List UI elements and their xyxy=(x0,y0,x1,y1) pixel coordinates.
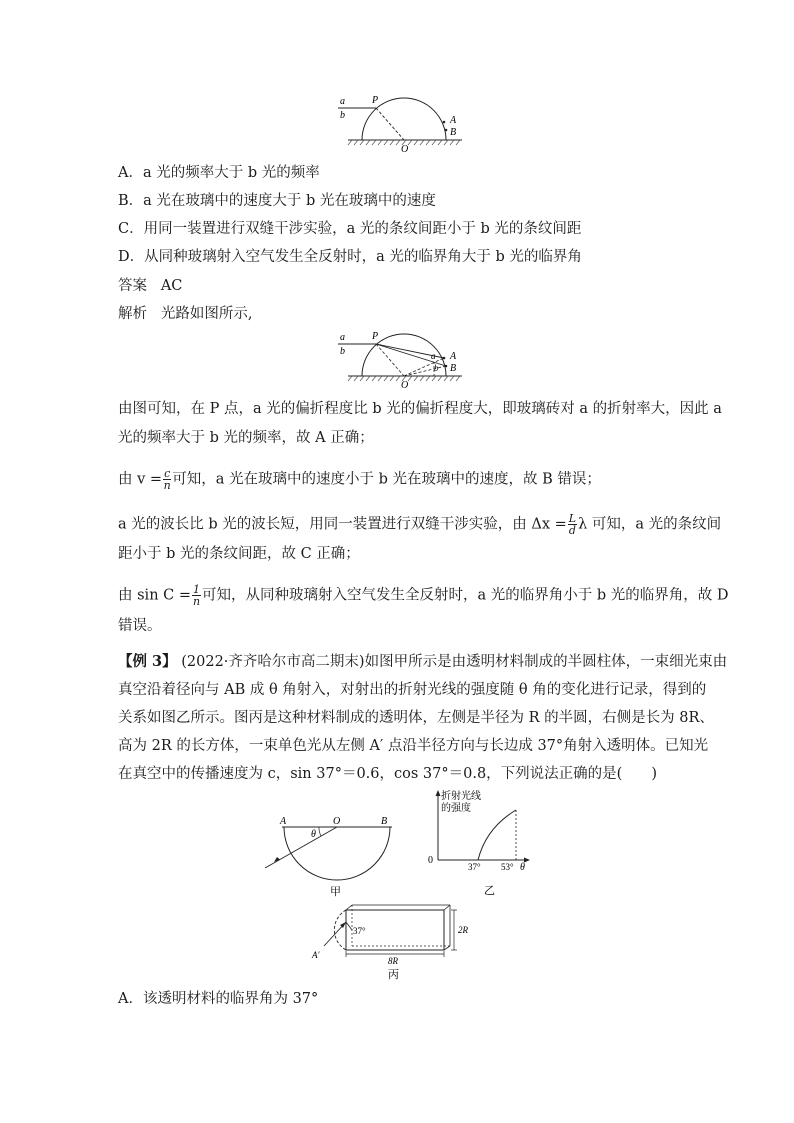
figure-jia xyxy=(260,812,410,900)
answer-value: AC xyxy=(160,278,183,294)
option-C: C．用同一装置进行双缝干涉实验，a 光的条纹间距小于 b 光的条纹间距 xyxy=(118,221,582,237)
option-A-example3: A．该透明材料的临界角为 37° xyxy=(118,991,319,1007)
fig-yi-ylabel-2: 的强度 xyxy=(441,803,471,814)
example-line4: 高为 2R 的长方体，一束单色光从左侧 A′ 点沿半径方向与长边成 37°角射入透明体。已知光 xyxy=(118,738,709,754)
fig1-label-a: a xyxy=(340,96,345,107)
fig1-label-O: O xyxy=(401,144,409,154)
fig-jia-label-B: B xyxy=(381,816,388,827)
example-line2: 真空沿着径向与 AB 成 θ 角射入，对射出的折射光线的强度随 θ 角的变化进行记录，得到的 xyxy=(118,682,707,698)
fig-bing-A-prime: A′ xyxy=(312,950,320,960)
frac-num: L xyxy=(568,512,577,525)
figure-yi xyxy=(422,788,540,900)
fig-jia-label-theta: θ xyxy=(311,829,316,840)
fig-bing-angle: 37° xyxy=(353,926,366,936)
para3-pre: a 光的波长比 b 光的波长短，用同一装置进行双缝干涉实验，由 Δx = xyxy=(118,516,567,533)
figure-semicircle-1 xyxy=(330,92,470,154)
fig-yi-tick-37: 37° xyxy=(468,862,481,872)
fig-bing-caption: 丙 xyxy=(388,969,399,981)
fraction-c-over-n xyxy=(163,468,171,491)
fig1-label-P: P xyxy=(372,95,379,106)
fig2-label-b: b xyxy=(340,346,345,357)
fig-yi-caption: 乙 xyxy=(484,885,495,897)
fig-jia-label-O: O xyxy=(333,816,341,827)
example-tag: 【例 3】 xyxy=(118,653,177,670)
fig-bing-height: 2R xyxy=(458,925,468,935)
fig-yi-xvar: θ xyxy=(520,862,525,873)
answer-label: 答案 xyxy=(118,278,147,294)
fig-yi-ylabel-1: 折射光线 xyxy=(441,791,481,802)
fig2-label-B: B xyxy=(450,363,457,374)
analysis-label: 解析 xyxy=(118,306,147,322)
fig1-label-b: b xyxy=(340,110,345,121)
frac-num: c xyxy=(164,467,171,480)
para2-pre: 由 v = xyxy=(118,471,163,488)
para2-post: 可知，a 光在玻璃中的速度小于 b 光在玻璃中的速度，故 B 错误； xyxy=(172,471,601,488)
analysis-para4-line1 xyxy=(118,584,729,607)
option-B: B．a 光在玻璃中的速度大于 b 光在玻璃中的速度 xyxy=(118,193,436,209)
para3-post: λ 可知，a 光的条纹间 xyxy=(578,516,722,533)
analysis-para2 xyxy=(118,468,601,491)
fig-jia-caption: 甲 xyxy=(330,886,341,898)
para4-post: 可知，从同种玻璃射入空气发生全反射时，a 光的临界角小于 b 光的临界角，故 D xyxy=(202,587,729,604)
analysis-line xyxy=(118,304,252,324)
analysis-para1-line1: 由图可知，在 P 点，a 光的偏折程度比 b 光的偏折程度大，即玻璃砖对 a 的折射率大，因此 a xyxy=(118,401,722,417)
example-text-line1: (2022·齐齐哈尔市高二期末)如图甲所示是由透明材料制成的半圆柱体，一束细光束由 xyxy=(181,654,728,670)
fig1-label-B: B xyxy=(450,127,457,138)
fraction-L-over-d xyxy=(568,513,577,536)
fig-jia-label-A: A xyxy=(280,816,287,827)
example-line5: 在真空中的传播速度为 c，sin 37°＝0.6，cos 37°＝0.8，下列说法正确的是( ) xyxy=(118,766,657,782)
figure-bing xyxy=(306,902,476,984)
answer-line xyxy=(118,276,182,296)
frac-den: n xyxy=(192,595,201,608)
fig2-label-P: P xyxy=(372,331,379,342)
option-D: D．从同种玻璃射入空气发生全反射时，a 光的临界角大于 b 光的临界角 xyxy=(118,249,582,265)
option-A: A．a 光的频率大于 b 光的频率 xyxy=(118,165,320,181)
fig-bing-length: 8R xyxy=(388,956,398,966)
para4-pre: 由 sin C = xyxy=(118,587,191,604)
fig1-label-A: A xyxy=(450,115,457,126)
analysis-para4-line2: 错误。 xyxy=(118,618,162,634)
frac-den: d xyxy=(568,524,576,537)
fig2-label-a: a xyxy=(340,332,345,343)
frac-num: 1 xyxy=(193,583,200,596)
example-line3: 关系如图乙所示。图丙是这种材料制成的透明体，左侧是半径为 R 的半圆，右侧是长为 8R、 xyxy=(118,710,714,726)
analysis-intro: 光路如图所示, xyxy=(160,306,253,322)
fig2-label-A: A xyxy=(450,351,457,362)
fig2-label-b2: b xyxy=(434,363,439,373)
example-line1 xyxy=(118,652,727,672)
analysis-para3-line2: 距小于 b 光的条纹间距，故 C 正确； xyxy=(118,546,360,562)
fig-yi-tick-53: 53° xyxy=(501,862,514,872)
fig2-label-O: O xyxy=(401,380,409,390)
fraction-1-over-n xyxy=(192,584,201,607)
figure-semicircle-2 xyxy=(330,328,470,390)
fig-yi-zero: 0 xyxy=(428,855,433,866)
frac-den: n xyxy=(163,479,171,492)
analysis-para3-line1 xyxy=(118,513,721,536)
fig2-label-a2: a xyxy=(431,351,436,361)
analysis-para1-line2: 光的频率大于 b 光的频率，故 A 正确； xyxy=(118,430,374,446)
